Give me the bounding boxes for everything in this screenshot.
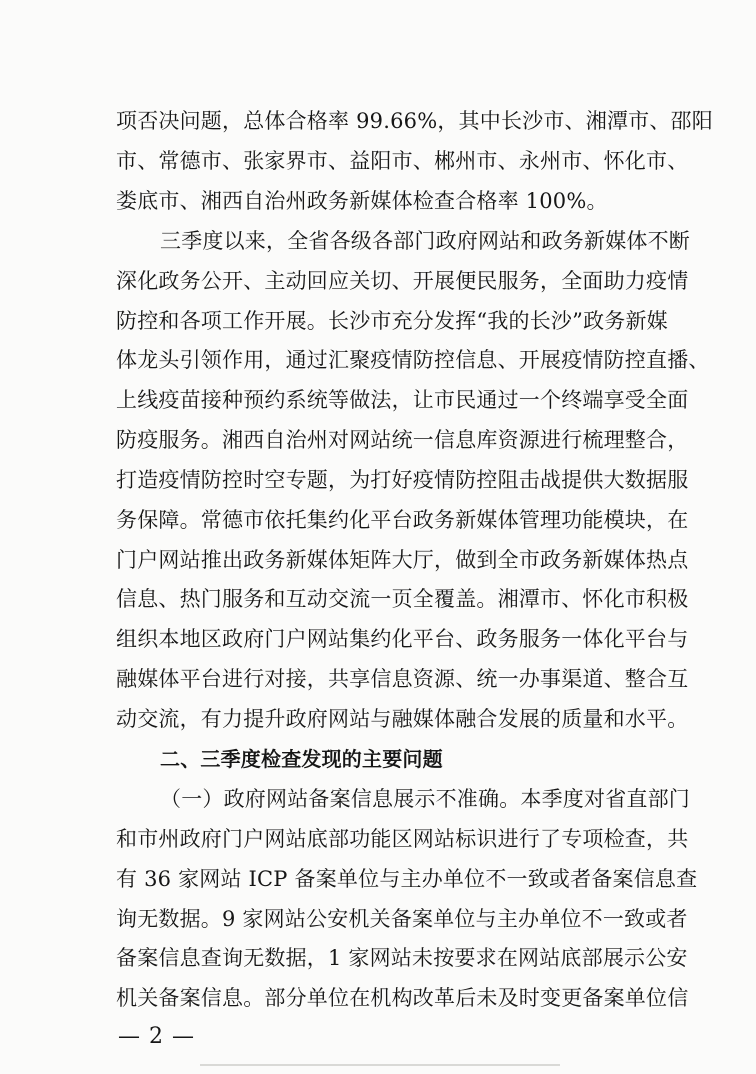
paragraph-first-line: （一）政府网站备案信息展示不准确。本季度对省直部门 — [160, 787, 690, 811]
paragraph-line: 防疫服务。湘西自治州对网站统一信息库资源进行梳理整合， — [116, 428, 689, 452]
section-heading: 二、三季度检查发现的主要问题 — [160, 747, 443, 771]
scan-edge-mark — [200, 1064, 560, 1066]
paragraph-line: 和市州政府门户网站底部功能区网站标识进行了专项检查，共 — [116, 827, 689, 851]
paragraph-line: 市、常德市、张家界市、益阳市、郴州市、永州市、怀化市、 — [116, 149, 689, 173]
paragraph-line: 防控和各项工作开展。长沙市充分发挥“我的长沙”政务新媒 — [116, 309, 668, 333]
paragraph-first-line: 三季度以来，全省各级各部门政府网站和政务新媒体不断 — [160, 229, 690, 253]
paragraph-line: 娄底市、湘西自治州政务新媒体检查合格率 100%。 — [116, 189, 608, 213]
paragraph-line: 融媒体平台进行对接，共享信息资源、统一办事渠道、整合互 — [116, 667, 689, 691]
paragraph-line: 有 36 家网站 ICP 备案单位与主办单位不一致或者备案信息查 — [116, 867, 698, 891]
paragraph-line: 务保障。常德市依托集约化平台政务新媒体管理功能模块，在 — [116, 508, 689, 532]
paragraph-line: 询无数据。9 家网站公安机关备案单位与主办单位不一致或者 — [116, 907, 688, 931]
paragraph-line: 门户网站推出政务新媒体矩阵大厅，做到全市政务新媒体热点 — [116, 548, 689, 572]
paragraph-line: 深化政务公开、主动回应关切、开展便民服务，全面助力疫情 — [116, 269, 689, 293]
paragraph-line: 组织本地区政府门户网站集约化平台、政务服务一体化平台与 — [116, 627, 689, 651]
page-number: — 2 — — [118, 1024, 195, 1049]
paragraph-line: 体龙头引领作用，通过汇聚疫情防控信息、开展疫情防控直播、 — [116, 348, 710, 372]
paragraph-line: 机关备案信息。部分单位在机构改革后未及时变更备案单位信 — [116, 986, 689, 1010]
paragraph-line: 上线疫苗接种预约系统等做法，让市民通过一个终端享受全面 — [116, 388, 689, 412]
paragraph-line: 打造疫情防控时空专题，为打好疫情防控阻击战提供大数据服 — [116, 468, 689, 492]
paragraph-line: 动交流，有力提升政府网站与融媒体融合发展的质量和水平。 — [116, 707, 689, 731]
paragraph-line: 备案信息查询无数据，1 家网站未按要求在网站底部展示公安 — [116, 946, 688, 970]
paragraph-line: 信息、热门服务和互动交流一页全覆盖。湘潭市、怀化市积极 — [116, 587, 689, 611]
paragraph-line: 项否决问题，总体合格率 99.66%，其中长沙市、湘潭市、邵阳 — [116, 109, 713, 133]
